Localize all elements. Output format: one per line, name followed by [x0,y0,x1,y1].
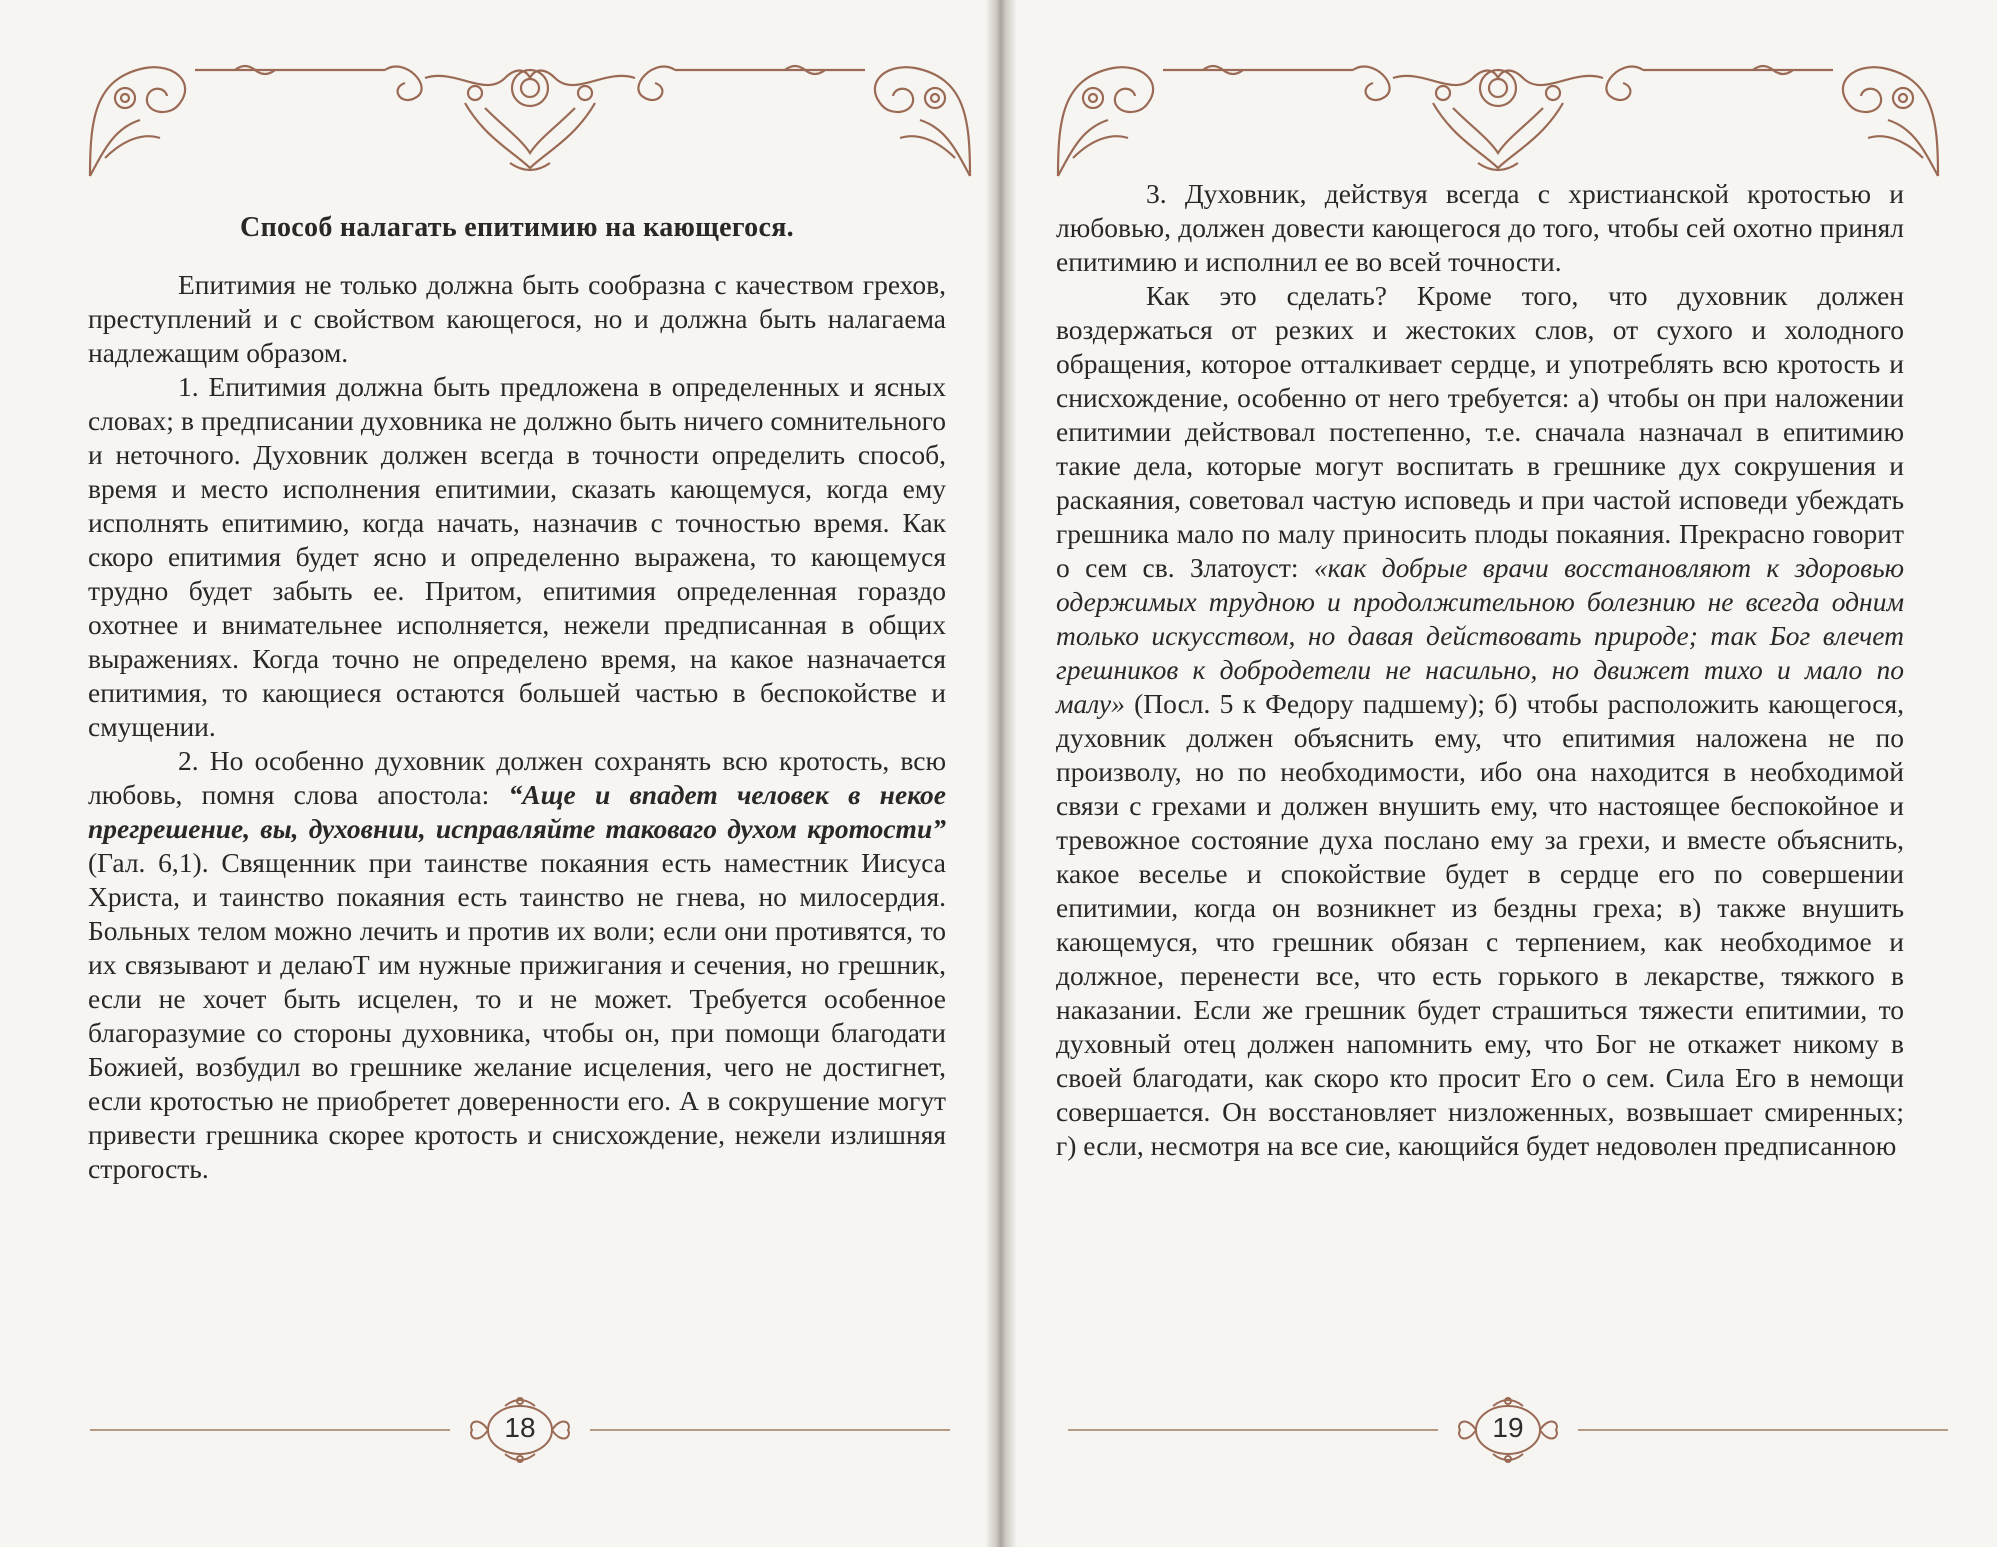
paragraph: Епитимия не только должна быть сообразна с качеством грехов, преступлений и с свойством кающегося, но и должна быть налагаема надлежащим образом. [88,269,946,368]
paragraph-text: Как это сделать? Кроме того, что духовник должен воздержаться от резких и жестоких слов, от сухого и холодного обращения, которое отталкивает сердце, и употреблять всю кротость и снисхождение, особенно от него требуется: а) чтобы он при наложении епитимии действовал постепенно, т.е. сначала назначал в епитимию такие дела, которые могут воспитать в грешнике дух сокрушения и раскаяния, советовал частую исповедь и при частой исповеди убеждать грешника мало по малу приносить плоды покаяния. Прекрасно говорит о сем св. Златоуст: [1056,280,1904,583]
scripture-quote: “Аще и впадет человек в некое прегрешение, вы, духовнии, исправляйте таковаго духом кротости” [88,779,946,844]
page-number-cartouche [460,1395,580,1465]
top-ornament-right [1053,58,1943,178]
left-page [0,0,995,1547]
page-footer [1068,1395,1948,1465]
footer-rule [1578,1429,1948,1431]
footer-rule [590,1429,950,1431]
section-heading: Способ налагать епитимию на кающегося. [240,212,794,243]
paragraph-text: 2. Но особенно духовник должен сохранять всю кротость, всю любовь, помня слова апостола: [88,745,946,810]
left-text-block [88,204,946,1186]
paragraph-text: (Гал. 6,1). Священник при таинстве покаяния есть наместник Иисуса Христа, и таинство покаяния есть таинство не гнева, но милосердия. Больных телом можно лечить и против их воли; если они противятся, то их связывают и делаюТ им нужные прижигания и сечения, но грешник, если не хочет быть исцелен, то и не может. Требуется особенное благоразумие со стороны духовника, чтобы он, при помощи благодати Божией, возбудил во грешнике желание исцеления, чего не достигнет, если кротостью не приобретет доверенности его. А в сокрушение могут привести грешника скорее кротость и снисхождение, нежели излишняя строгость. [88,847,946,1184]
ornament-graphic [1053,58,1943,178]
top-ornament-left [85,58,975,178]
paragraph: 3. Духовник, действуя всегда с христианской кротостью и любовью, должен довести кающегося до того, чтобы сей охотно принял епитимию и исполнил ее во всей точности. [1056,178,1904,277]
right-text-block [1056,177,1904,1163]
ornament-graphic [85,58,975,178]
page-footer [90,1395,950,1465]
page-number: 18 [504,1412,536,1443]
right-page [1008,0,1997,1547]
paragraph: 1. Епитимия должна быть предложена в определенных и ясных словах; в предписании духовника не должно быть ничего сомнительного и неточного. Духовник должен всегда в точности определить способ, время и место исполнения епитимии, сказать кающемуся, когда ему исполнять епитимию, когда начать, назначив с точностью время. Как скоро епитимия будет ясно и определенно выражена, то кающемуся трудно будет забыть ее. Притом, епитимия определенная гораздо охотнее и внимательнее исполняется, нежели предписанная в общих выражениях. Когда точно не определено время, на какое назначается епитимия, то кающиеся остаются большей частью в беспокойстве и смущении. [88,371,946,742]
paragraph [1056,279,1904,1163]
footer-rule [1068,1429,1438,1431]
footer-rule [90,1429,450,1431]
paragraph [88,744,946,1186]
page-number: 19 [1492,1412,1524,1443]
chrysostom-quote: «как добрые врачи восстановляют к здоровью одержимых трудною и продолжительною болезнию не всегда одним только искусством, но давая действовать природе; так Бог влечет грешников к добродетели не насильно, но движет тихо и мало по малу» [1056,552,1904,719]
page-number-cartouche [1448,1395,1568,1465]
paragraph-text: (Посл. 5 к Федору падшему); б) чтобы расположить кающегося, духовник должен объяснить ему, что епитимия наложена не по произволу, но по необходимости, ибо она находится в необходимой связи с грехами и должен внушить ему, что настоящее беспокойное и тревожное состояние духа послано ему за грехи, и вместе объяснить, какое веселье и спокойствие будет в сердце его по совершении епитимии, когда он возникнет из бездны греха; в) также внушить кающемуся, что грешник обязан с терпением, как необходимое и должное, перенести все, что есть горького в лекарстве, тяжкого в наказании. Если же грешник будет страшиться тяжести епитимии, то духовный отец должен напомнить ему, что Бог не откажет никому в своей благодати, как скоро кто просит Его о сем. Сила Его в немощи совершается. Он восстановляет низложенных, возвышает смиренных; г) если, несмотря на все сие, кающийся будет недоволен предписанною [1056,688,1904,1161]
book-gutter [985,0,1017,1547]
